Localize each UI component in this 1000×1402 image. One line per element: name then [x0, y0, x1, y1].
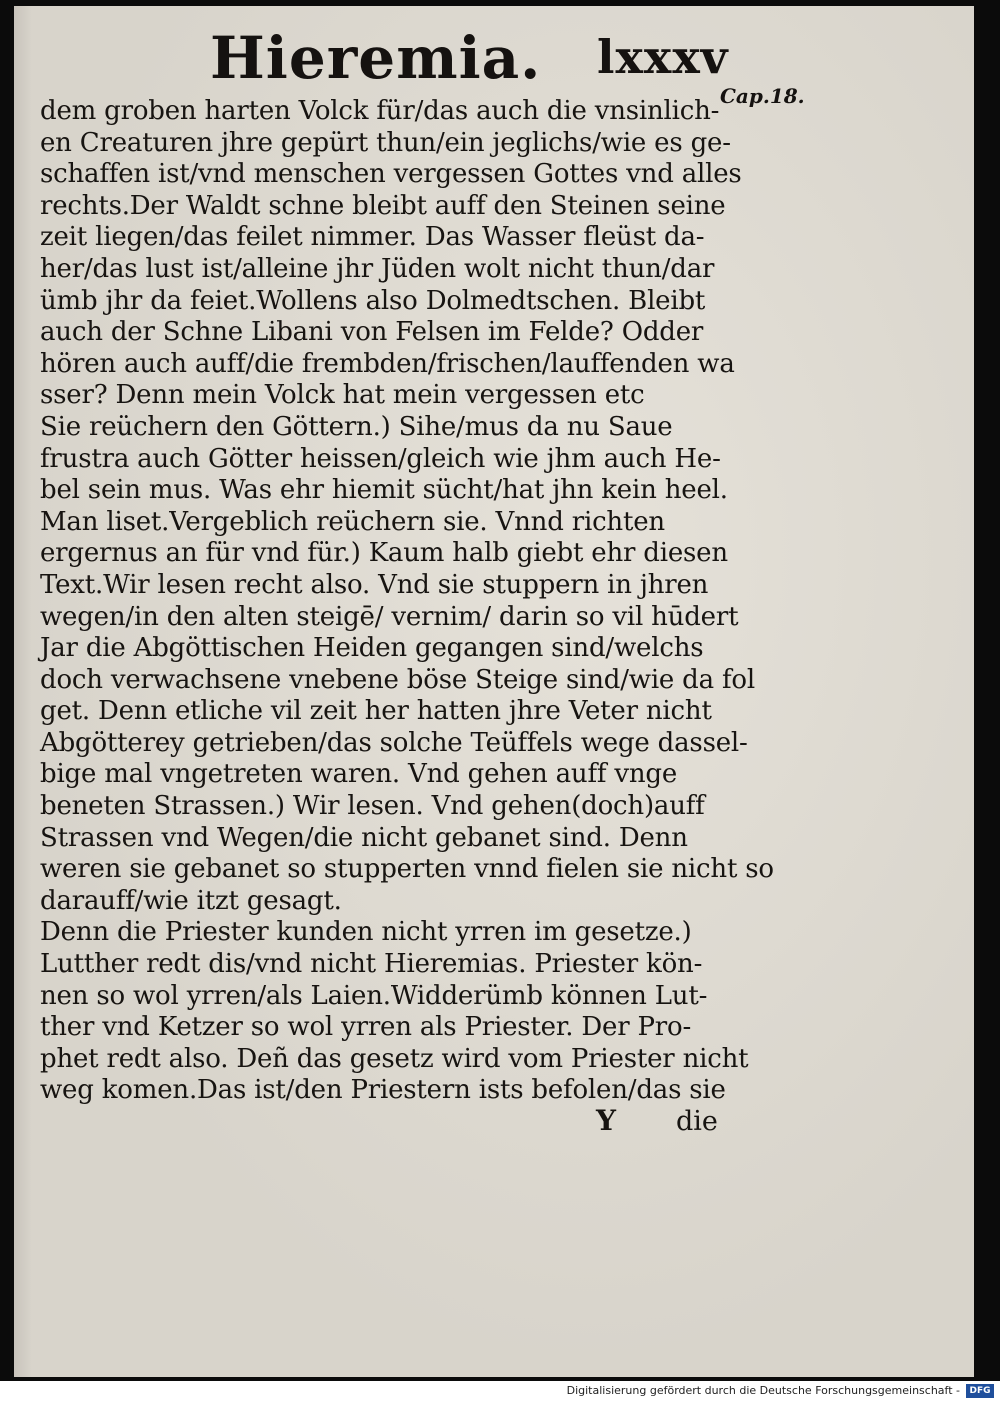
signature-mark: Y [596, 1104, 616, 1137]
text-line: her/das lust ist/alleine jhr Jüden wolt nicht thun/dar [40, 253, 715, 284]
digitization-footer [0, 1381, 1000, 1402]
body-text [40, 96, 774, 1107]
text-line: frustra auch Götter heissen/gleich wie jhm auch He- [40, 443, 721, 474]
folio-number: lxxxv [597, 30, 729, 84]
catchword: die [676, 1106, 718, 1137]
text-line: Strassen vnd Wegen/die nicht gebanet sind. Denn [40, 822, 688, 853]
text-line: wegen/in den alten steigē/ vernim/ darin so vil hūdert [40, 601, 739, 632]
text-line: bel sein mus. Was ehr hiemit sücht/hat jhn kein heel. [40, 475, 728, 506]
text-line: hören auch auff/die frembden/frischen/lauffenden wa [40, 348, 735, 379]
text-line: sser? Denn mein Volck hat mein vergessen etc [40, 380, 645, 411]
text-line: ümb jhr da feiet.Wollens also Dolmedtschen. Bleibt [40, 285, 706, 316]
text-line: Lutther redt dis/vnd nicht Hieremias. Priester kön- [40, 949, 703, 980]
text-line: Jar die Abgöttischen Heiden gegangen sind/welchs [40, 633, 704, 664]
text-line: Abgötterey getrieben/das solche Teüffels wege dassel- [40, 727, 748, 758]
text-line: en Creaturen jhre gepürt thun/ein jeglichs/wie es ge- [40, 127, 731, 158]
text-line: Text.Wir lesen recht also. Vnd sie stuppern in jhren [40, 569, 709, 600]
text-line: nen so wol yrren/als Laien.Widderümb können Lut- [40, 980, 708, 1011]
text-line: darauff/wie itzt gesagt. [40, 885, 342, 916]
text-line: ergernus an für vnd für.) Kaum halb giebt ehr diesen [40, 538, 728, 569]
text-line: doch verwachsene vnebene böse Steige sind/wie da fol [40, 664, 755, 695]
text-line: weren sie gebanet so stupperten vnnd fielen sie nicht so [40, 854, 774, 885]
text-line: rechts.Der Waldt schne bleibt auff den Steinen seine [40, 190, 726, 221]
marginal-note: Cap.18. [720, 84, 805, 108]
text-line: ther vnd Ketzer so wol yrren als Priester. Der Pro- [40, 1012, 692, 1043]
running-title: Hieremia. [210, 24, 542, 92]
text-line: weg komen.Das ist/den Priestern ists befolen/das sie [40, 1075, 726, 1106]
text-line: Man liset.Vergeblich reüchern sie. Vnnd richten [40, 506, 665, 537]
text-line: Denn die Priester kunden nicht yrren im gesetze.) [40, 917, 692, 948]
book-page [14, 6, 974, 1377]
text-line: auch der Schne Libani von Felsen im Felde? Odder [40, 317, 704, 348]
text-line: Sie reüchern den Göttern.) Sihe/mus da nu Saue [40, 411, 673, 442]
text-line: phet redt also. Deñ das gesetz wird vom Priester nicht [40, 1043, 749, 1074]
text-line: beneten Strassen.) Wir lesen. Vnd gehen(doch)auff [40, 791, 705, 822]
text-line: zeit liegen/das feilet nimmer. Das Wasser fleüst da- [40, 222, 705, 253]
funding-credit: Digitalisierung gefördert durch die Deutsche Forschungsgemeinschaft - [566, 1384, 960, 1397]
text-line: schaffen ist/vnd menschen vergessen Gottes vnd alles [40, 159, 742, 190]
dfg-logo-icon: DFG [966, 1384, 994, 1398]
running-head [14, 24, 974, 104]
text-line: dem groben harten Volck für/das auch die vnsinlich- [40, 96, 720, 126]
text-line: bige mal vngetreten waren. Vnd gehen auff vnge [40, 759, 678, 790]
text-line: get. Denn etliche vil zeit her hatten jhre Veter nicht [40, 696, 712, 727]
